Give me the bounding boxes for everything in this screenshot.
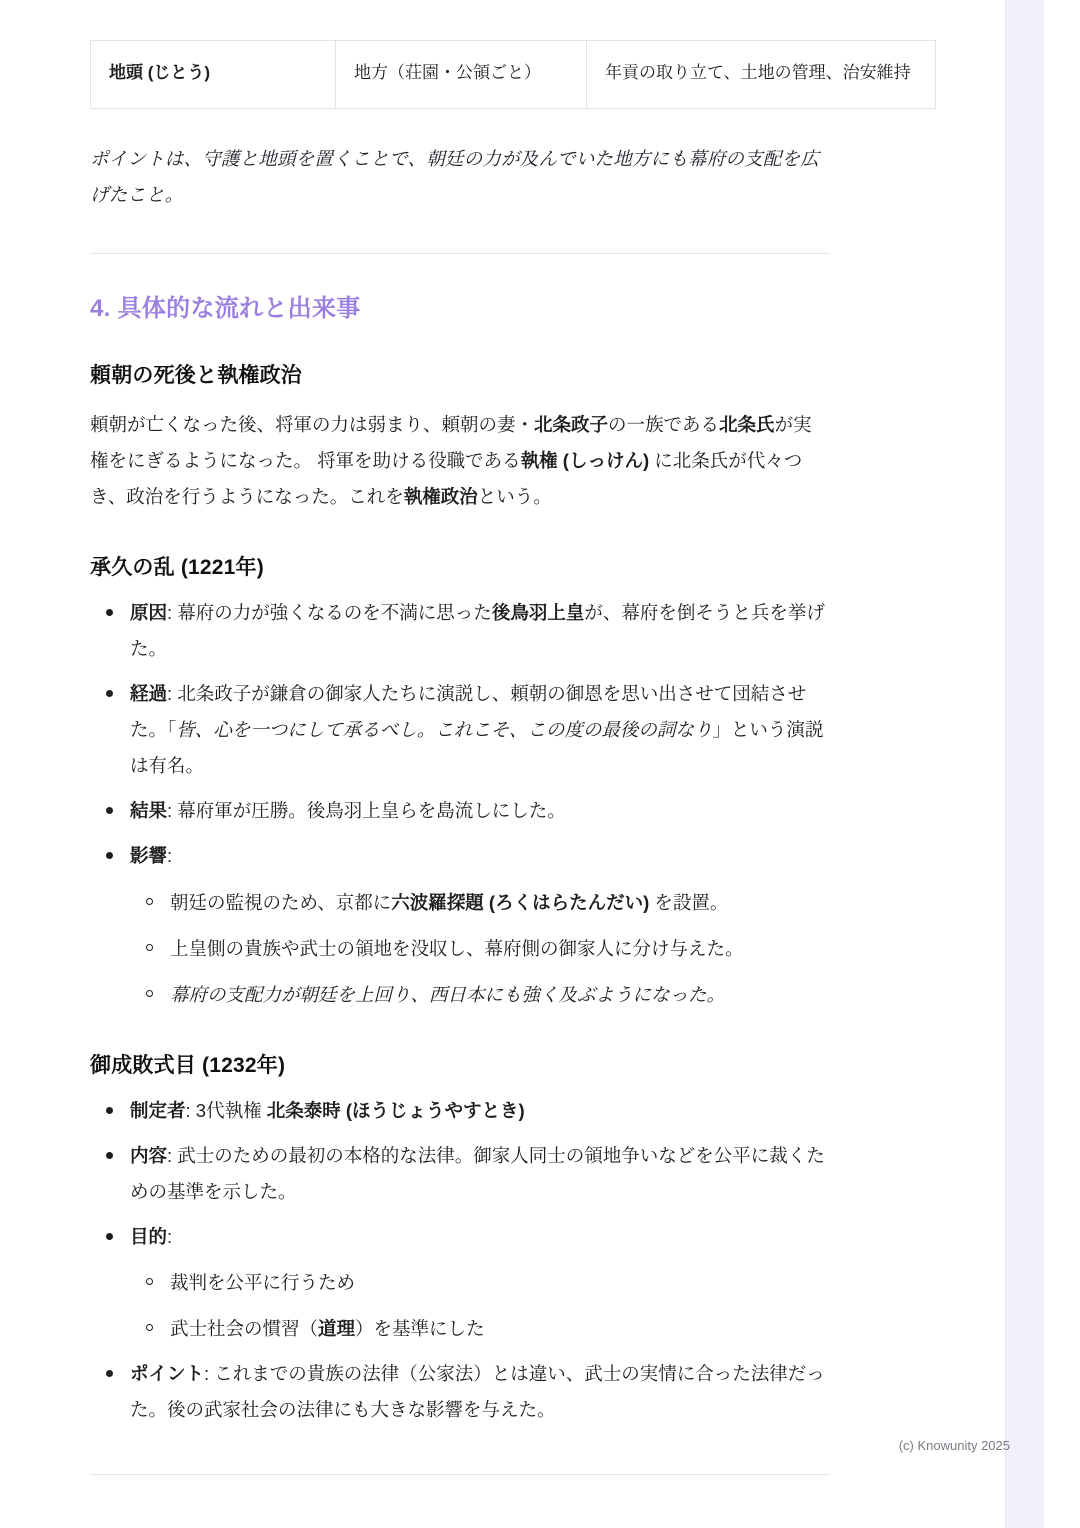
emphasis-bold: 経過 bbox=[130, 683, 168, 705]
page-edge-strip-white bbox=[1044, 0, 1080, 1528]
page-title: 4. 具体的な流れと出来事 bbox=[90, 294, 361, 322]
list-item bbox=[124, 676, 830, 784]
document-content bbox=[90, 40, 911, 1475]
text-run: : これまでの貴族の法律（公家法）とは違い、武士の実情に合った法律だった。後の武家社会の法律にも大きな影響を与えた。 bbox=[130, 1363, 825, 1421]
roles-table-body bbox=[91, 41, 936, 109]
text-run: : 3代執権 bbox=[185, 1099, 267, 1121]
sub-list-item bbox=[164, 1311, 830, 1347]
text-run: : 幕府軍が圧勝。後鳥羽上皇らを島流しにした。 bbox=[167, 800, 566, 822]
subsection-heading: 承久の乱 (1221年) bbox=[90, 556, 264, 580]
page-edge-strip-accent bbox=[1006, 0, 1044, 1528]
body-paragraph bbox=[90, 407, 830, 515]
list-item bbox=[124, 1219, 830, 1347]
emphasis-italic: 幕府の支配力が朝廷を上回り、西日本にも強く及ぶようになった。 bbox=[170, 983, 726, 1005]
emphasis-bold: 影響 bbox=[130, 845, 168, 867]
table-cell-role-scope: 地方（荘園・公領ごと） bbox=[336, 41, 587, 109]
emphasis-bold: 北条氏 bbox=[719, 413, 775, 435]
table-row bbox=[91, 41, 936, 109]
text-run: 武士社会の慣習（ bbox=[170, 1318, 319, 1339]
emphasis-bold: 執権 (しっけん) bbox=[520, 449, 650, 471]
text-run: : bbox=[167, 1225, 173, 1247]
emphasis-bold: 六波羅探題 (ろくはらたんだい) bbox=[391, 891, 650, 913]
text-run: : 武士のための最初の本格的な法律。御家人同士の領地争いなどを公平に裁くための基準を示した。 bbox=[130, 1144, 825, 1202]
emphasis-bold: ポイント bbox=[130, 1363, 205, 1385]
text-run: : 北条政子が鎌倉の御家人たちに演説し、頼朝の御恩を思い出させて団結させた。「 bbox=[130, 683, 807, 741]
text-run: を設置。 bbox=[649, 891, 729, 913]
table-cell-role-name: 地頭 (じとう) bbox=[91, 41, 336, 109]
section-blocks bbox=[90, 359, 830, 1428]
sub-bullet-list bbox=[130, 885, 830, 1013]
text-run: 」という演説は有名。 bbox=[130, 719, 824, 777]
list-item bbox=[124, 595, 830, 667]
text-run: 頼朝が亡くなった後、将軍の力は弱まり、頼朝の妻・ bbox=[90, 413, 535, 435]
sub-list-item bbox=[164, 931, 830, 967]
emphasis-italic: 皆、心を一つにして承るべし。これこそ、この度の最後の詞なり bbox=[176, 719, 713, 741]
emphasis-bold: 内容 bbox=[130, 1144, 168, 1166]
section-divider-bottom bbox=[90, 1474, 830, 1475]
summary-note: ポイントは、守護と地頭を置くことで、朝廷の力が及んでいた地方にも幕府の支配を広げたこと。 bbox=[90, 147, 819, 205]
text-run: が実権をにぎるようになった。 将軍を助ける役職である bbox=[90, 413, 812, 471]
list-item bbox=[124, 838, 830, 1012]
text-run: に北条氏が代々つき、政治を行うようになった。これを bbox=[90, 449, 803, 507]
list-item bbox=[124, 1093, 830, 1129]
emphasis-bold: 北条泰時 (ほうじょうやすとき) bbox=[266, 1099, 525, 1121]
emphasis-bold: 執権政治 bbox=[403, 486, 478, 507]
sub-list-item bbox=[164, 977, 830, 1013]
sub-list-item bbox=[164, 885, 830, 921]
text-run: 裁判を公平に行うため bbox=[170, 1271, 356, 1293]
text-run: ）を基準にした bbox=[355, 1318, 485, 1339]
list-item bbox=[124, 1356, 830, 1428]
text-run: が、幕府を倒そうと兵を挙げた。 bbox=[130, 602, 825, 660]
sub-list-item bbox=[164, 1265, 830, 1301]
list-item bbox=[124, 793, 830, 829]
roles-table bbox=[90, 40, 936, 109]
footer-credit: (c) Knowunity 2025 bbox=[898, 1438, 1010, 1453]
emphasis-bold: 道理 bbox=[318, 1318, 356, 1339]
text-run: : 幕府の力が強くなるのを不満に思った bbox=[167, 602, 492, 624]
emphasis-bold: 結果 bbox=[130, 800, 168, 822]
text-run: 朝廷の監視のため、京都に bbox=[170, 891, 392, 913]
text-run: 上皇側の貴族や武士の領地を没収し、幕府側の御家人に分け与えた。 bbox=[170, 937, 744, 959]
text-run: という。 bbox=[477, 486, 552, 507]
list-item bbox=[124, 1138, 830, 1210]
emphasis-bold: 制定者 bbox=[130, 1099, 186, 1121]
section-divider-top bbox=[90, 253, 830, 254]
text-run: の一族である bbox=[608, 413, 720, 435]
emphasis-bold: 後鳥羽上皇 bbox=[491, 602, 585, 624]
emphasis-bold: 原因 bbox=[130, 602, 168, 624]
text-run: : bbox=[167, 845, 173, 867]
bullet-list bbox=[90, 1093, 830, 1429]
bullet-list bbox=[90, 595, 830, 1013]
emphasis-bold: 北条政子 bbox=[534, 413, 609, 435]
emphasis-bold: 目的 bbox=[130, 1225, 168, 1247]
subsection-heading: 御成敗式目 (1232年) bbox=[90, 1053, 286, 1077]
table-cell-role-duty: 年貢の取り立て、土地の管理、治安維持 bbox=[587, 41, 936, 109]
sub-bullet-list bbox=[130, 1265, 830, 1347]
subsection-heading: 頼朝の死後と執権政治 bbox=[90, 363, 302, 387]
